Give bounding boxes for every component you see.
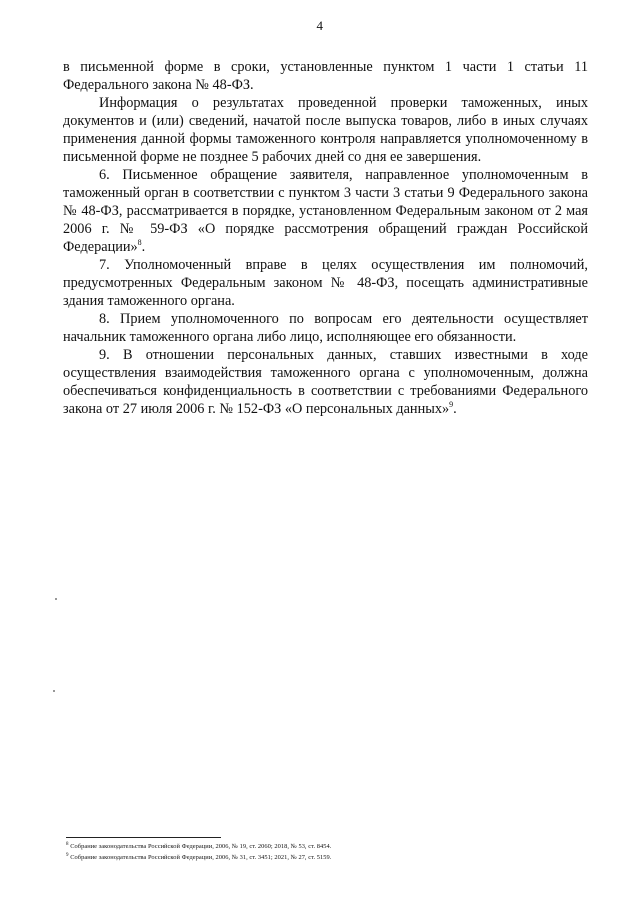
paragraph-text: Информация о результатах проведенной проверки таможенных, иных документов и (или) сведений, начатой после выпуска товаров, либо в иных случаях применения данной формы таможенного контроля направляется уполномоченному в письменной форме не позднее 5 рабочих дней со дня ее завершения. bbox=[63, 95, 588, 165]
paragraph-tail: . bbox=[453, 401, 457, 417]
document-body bbox=[63, 58, 588, 418]
footnote-mark: 9 bbox=[66, 852, 69, 858]
footnote-separator bbox=[66, 837, 221, 838]
paragraph-text: в письменной форме в сроки, установленные пунктом 1 части 1 статьи 11 Федерального закона № 48-ФЗ. bbox=[63, 59, 588, 93]
footnote-9 bbox=[66, 853, 591, 864]
page-number: 4 bbox=[316, 18, 324, 33]
paragraph-item-6 bbox=[63, 166, 588, 256]
paragraph-item-9 bbox=[63, 346, 588, 418]
paragraph-continuation bbox=[63, 58, 588, 94]
footnote-reference-9[interactable]: 9 bbox=[449, 400, 454, 410]
footnote-mark: 8 bbox=[66, 841, 69, 847]
footnote-text: Собрание законодательства Российской Федерации, 2006, № 31, ст. 3451; 2021, № 27, ст. 5159. bbox=[70, 853, 332, 861]
paragraph-tail: . bbox=[141, 239, 146, 255]
paragraph-text: 8. Прием уполномоченного по вопросам его деятельности осуществляет начальник таможенного органа либо лицо, исполняющее его обязанности. bbox=[63, 311, 588, 345]
paragraph-inspection-results bbox=[63, 94, 588, 166]
footnote-reference-8[interactable]: 8 bbox=[137, 238, 142, 248]
scan-speck bbox=[53, 690, 55, 692]
footnote-text: Собрание законодательства Российской Федерации, 2006, № 19, ст. 2060; 2018, № 53, ст. 8454. bbox=[70, 843, 332, 850]
paragraph-item-8 bbox=[63, 310, 588, 346]
scan-speck bbox=[55, 598, 57, 600]
paragraph-text: 7. Уполномоченный вправе в целях осуществления им полномочий, предусмотренных Федеральным законом № 48-ФЗ, посещать административные здания таможенного органа. bbox=[63, 257, 588, 309]
paragraph-text: 6. Письменное обращение заявителя, направленное уполномоченным в таможенный орган в соответствии с пунктом 3 части 3 статьи 9 Федерального закона № 48-ФЗ, рассматривается в порядке, установленном Федеральным законом от 2 мая 2006 г. № 59-ФЗ «О порядке рассмотрения обращений граждан Российской Федерации» bbox=[63, 167, 588, 255]
paragraph-item-7 bbox=[63, 256, 588, 310]
footnote-8 bbox=[66, 842, 591, 853]
footnotes bbox=[66, 842, 591, 863]
paragraph-text: 9. В отношении персональных данных, ставших известными в ходе осуществления взаимодействия таможенного органа с уполномоченным, должна обеспечиваться конфиденциальность в соответствии с требованиями Федерального закона от 27 июля 2006 г. № 152-ФЗ «О персональных данных» bbox=[63, 347, 588, 417]
